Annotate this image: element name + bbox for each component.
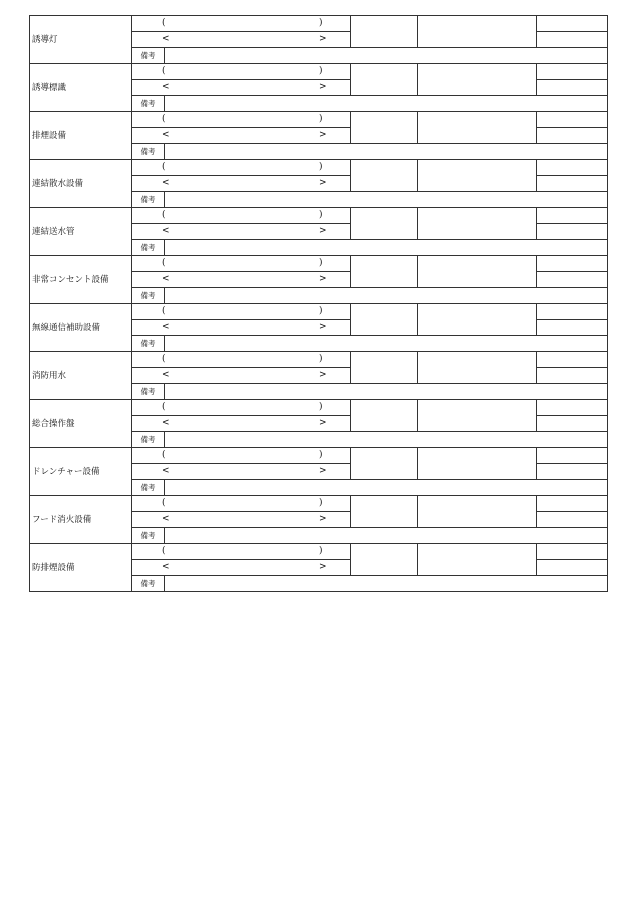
type-field[interactable] <box>132 64 351 80</box>
paren-close: ) <box>319 210 323 220</box>
paren-open: ( <box>162 450 166 460</box>
measure-cell-top[interactable] <box>537 400 608 416</box>
remarks-field[interactable] <box>165 528 608 544</box>
result-cell[interactable] <box>351 304 418 336</box>
type-field[interactable] <box>132 304 351 320</box>
paren-open: ( <box>162 114 166 124</box>
judgment-cell[interactable] <box>418 544 537 576</box>
remarks-field[interactable] <box>165 144 608 160</box>
judgment-cell[interactable] <box>418 160 537 192</box>
angle-open: < <box>162 514 170 524</box>
judgment-cell[interactable] <box>418 112 537 144</box>
paren-open: ( <box>162 18 166 28</box>
angle-close: > <box>319 322 327 332</box>
result-cell[interactable] <box>351 544 418 576</box>
measure-cell-bottom[interactable] <box>537 416 608 432</box>
remarks-field[interactable] <box>165 192 608 208</box>
measure-cell-top[interactable] <box>537 256 608 272</box>
judgment-cell[interactable] <box>418 304 537 336</box>
angle-open: < <box>162 418 170 428</box>
equipment-row <box>30 496 608 512</box>
measure-cell-bottom[interactable] <box>537 224 608 240</box>
measure-cell-bottom[interactable] <box>537 464 608 480</box>
equipment-name: 非常コンセント設備 <box>30 256 132 304</box>
type-field[interactable] <box>132 448 351 464</box>
measure-cell-top[interactable] <box>537 208 608 224</box>
judgment-cell[interactable] <box>418 400 537 432</box>
measure-cell-top[interactable] <box>537 544 608 560</box>
angle-close: > <box>319 274 327 284</box>
paren-close: ) <box>319 450 323 460</box>
angle-close: > <box>319 562 327 572</box>
judgment-cell[interactable] <box>418 64 537 96</box>
angle-open: < <box>162 226 170 236</box>
paren-close: ) <box>319 66 323 76</box>
paren-close: ) <box>319 354 323 364</box>
judgment-cell[interactable] <box>418 352 537 384</box>
measure-cell-bottom[interactable] <box>537 272 608 288</box>
angle-open: < <box>162 82 170 92</box>
paren-close: ) <box>319 114 323 124</box>
angle-close: > <box>319 178 327 188</box>
judgment-cell[interactable] <box>418 496 537 528</box>
remarks-field[interactable] <box>165 384 608 400</box>
measure-cell-bottom[interactable] <box>537 32 608 48</box>
angle-close: > <box>319 418 327 428</box>
judgment-cell[interactable] <box>418 16 537 48</box>
equipment-name: 誘導灯 <box>30 16 132 64</box>
angle-close: > <box>319 370 327 380</box>
measure-cell-top[interactable] <box>537 64 608 80</box>
type-field[interactable] <box>132 544 351 560</box>
paren-close: ) <box>319 546 323 556</box>
measure-cell-bottom[interactable] <box>537 128 608 144</box>
result-cell[interactable] <box>351 496 418 528</box>
measure-cell-top[interactable] <box>537 160 608 176</box>
equipment-name: 防排煙設備 <box>30 544 132 592</box>
angle-close: > <box>319 514 327 524</box>
paren-close: ) <box>319 18 323 28</box>
angle-open: < <box>162 178 170 188</box>
angle-open: < <box>162 562 170 572</box>
measure-cell-top[interactable] <box>537 352 608 368</box>
paren-open: ( <box>162 498 166 508</box>
measure-cell-bottom[interactable] <box>537 560 608 576</box>
measure-cell-top[interactable] <box>537 496 608 512</box>
paren-open: ( <box>162 210 166 220</box>
remarks-field[interactable] <box>165 288 608 304</box>
measure-cell-top[interactable] <box>537 112 608 128</box>
angle-open: < <box>162 370 170 380</box>
remarks-field[interactable] <box>165 96 608 112</box>
detail-field[interactable] <box>132 320 351 336</box>
type-field[interactable] <box>132 256 351 272</box>
detail-field[interactable] <box>132 512 351 528</box>
measure-cell-top[interactable] <box>537 448 608 464</box>
angle-close: > <box>319 466 327 476</box>
remarks-field[interactable] <box>165 432 608 448</box>
paren-close: ) <box>319 498 323 508</box>
judgment-cell[interactable] <box>418 208 537 240</box>
detail-field[interactable] <box>132 32 351 48</box>
remarks-field[interactable] <box>165 240 608 256</box>
angle-close: > <box>319 226 327 236</box>
detail-field[interactable] <box>132 560 351 576</box>
equipment-row <box>30 352 608 368</box>
result-cell[interactable] <box>351 448 418 480</box>
measure-cell-top[interactable] <box>537 16 608 32</box>
detail-field[interactable] <box>132 368 351 384</box>
equipment-name: 排煙設備 <box>30 112 132 160</box>
remarks-label: 備考 <box>132 432 165 448</box>
detail-field[interactable] <box>132 272 351 288</box>
result-cell[interactable] <box>351 64 418 96</box>
equipment-name: フード消火設備 <box>30 496 132 544</box>
result-cell[interactable] <box>351 160 418 192</box>
paren-open: ( <box>162 306 166 316</box>
equipment-row <box>30 64 608 80</box>
detail-field[interactable] <box>132 464 351 480</box>
remarks-label: 備考 <box>132 240 165 256</box>
equipment-row <box>30 160 608 176</box>
equipment-name: ドレンチャー設備 <box>30 448 132 496</box>
remarks-label: 備考 <box>132 192 165 208</box>
equipment-name: 連結送水管 <box>30 208 132 256</box>
measure-cell-bottom[interactable] <box>537 512 608 528</box>
remarks-label: 備考 <box>132 336 165 352</box>
paren-open: ( <box>162 66 166 76</box>
equipment-row <box>30 400 608 416</box>
equipment-name: 総合操作盤 <box>30 400 132 448</box>
equipment-name: 連結散水設備 <box>30 160 132 208</box>
judgment-cell[interactable] <box>418 256 537 288</box>
result-cell[interactable] <box>351 16 418 48</box>
type-field[interactable] <box>132 352 351 368</box>
equipment-row <box>30 112 608 128</box>
paren-open: ( <box>162 354 166 364</box>
type-field[interactable] <box>132 160 351 176</box>
type-field[interactable] <box>132 112 351 128</box>
remarks-field[interactable] <box>165 336 608 352</box>
equipment-name: 消防用水 <box>30 352 132 400</box>
equipment-row <box>30 448 608 464</box>
paren-close: ) <box>319 258 323 268</box>
remarks-label: 備考 <box>132 144 165 160</box>
type-field[interactable] <box>132 208 351 224</box>
equipment-name: 無線通信補助設備 <box>30 304 132 352</box>
angle-open: < <box>162 322 170 332</box>
detail-field[interactable] <box>132 416 351 432</box>
paren-close: ) <box>319 306 323 316</box>
angle-open: < <box>162 130 170 140</box>
angle-open: < <box>162 34 170 44</box>
type-field[interactable] <box>132 16 351 32</box>
paren-open: ( <box>162 546 166 556</box>
remarks-label: 備考 <box>132 96 165 112</box>
angle-open: < <box>162 274 170 284</box>
detail-field[interactable] <box>132 224 351 240</box>
type-field[interactable] <box>132 400 351 416</box>
detail-field[interactable] <box>132 80 351 96</box>
detail-field[interactable] <box>132 128 351 144</box>
type-field[interactable] <box>132 496 351 512</box>
remarks-field[interactable] <box>165 576 608 592</box>
judgment-cell[interactable] <box>418 448 537 480</box>
measure-cell-bottom[interactable] <box>537 176 608 192</box>
equipment-row <box>30 208 608 224</box>
paren-open: ( <box>162 402 166 412</box>
result-cell[interactable] <box>351 112 418 144</box>
result-cell[interactable] <box>351 208 418 240</box>
remarks-label: 備考 <box>132 576 165 592</box>
paren-open: ( <box>162 162 166 172</box>
equipment-row <box>30 256 608 272</box>
equipment-name: 誘導標識 <box>30 64 132 112</box>
result-cell[interactable] <box>351 256 418 288</box>
remarks-label: 備考 <box>132 528 165 544</box>
measure-cell-bottom[interactable] <box>537 80 608 96</box>
remarks-label: 備考 <box>132 384 165 400</box>
remarks-field[interactable] <box>165 480 608 496</box>
angle-close: > <box>319 82 327 92</box>
remarks-label: 備考 <box>132 288 165 304</box>
result-cell[interactable] <box>351 400 418 432</box>
angle-close: > <box>319 130 327 140</box>
remarks-label: 備考 <box>132 480 165 496</box>
measure-cell-bottom[interactable] <box>537 368 608 384</box>
detail-field[interactable] <box>132 176 351 192</box>
angle-close: > <box>319 34 327 44</box>
equipment-row <box>30 304 608 320</box>
remarks-field[interactable] <box>165 48 608 64</box>
equipment-row <box>30 544 608 560</box>
paren-close: ) <box>319 162 323 172</box>
measure-cell-top[interactable] <box>537 304 608 320</box>
remarks-label: 備考 <box>132 48 165 64</box>
measure-cell-bottom[interactable] <box>537 320 608 336</box>
paren-open: ( <box>162 258 166 268</box>
paren-close: ) <box>319 402 323 412</box>
angle-open: < <box>162 466 170 476</box>
inspection-table <box>29 15 608 592</box>
result-cell[interactable] <box>351 352 418 384</box>
equipment-row <box>30 16 608 32</box>
